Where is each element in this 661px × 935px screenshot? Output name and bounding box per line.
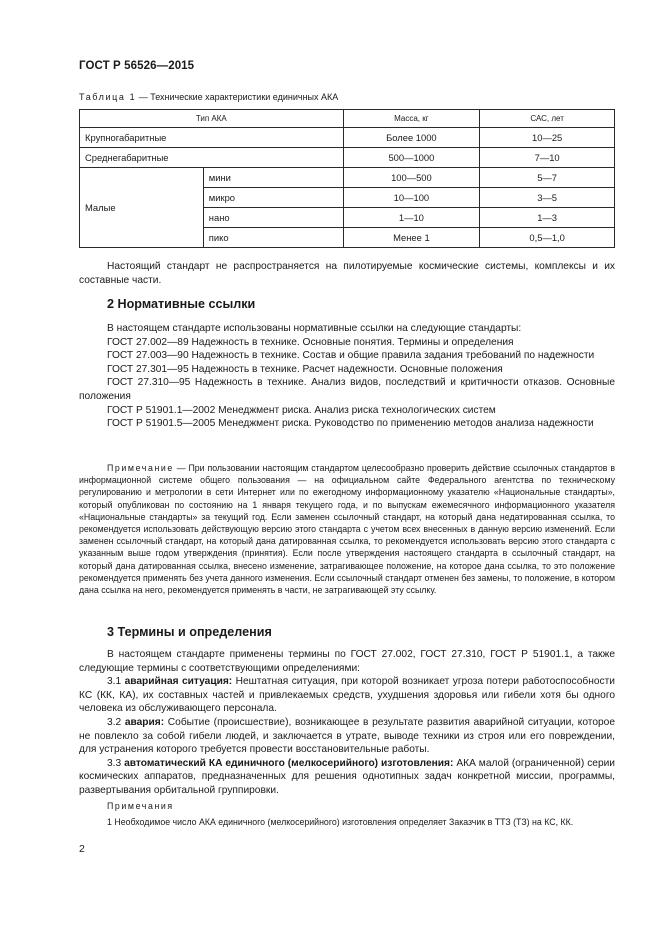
term-definition	[79, 716, 615, 757]
cell-mass: 10—100	[343, 188, 480, 208]
cell-sas: 3—5	[480, 188, 615, 208]
cell-mass: Более 1000	[343, 128, 480, 148]
term-definition	[79, 757, 615, 798]
term-number: 3.3	[107, 757, 125, 769]
note-item: 1 Необходимое число АКА единичного (мелкосерийного) изготовления определяет Заказчик в ТТЗ (ТЗ) на КС, КК.	[107, 817, 574, 828]
note-text: — При пользовании настоящим стандартом целесообразно проверить действие ссылочных стандартов в информационной системе общего пользования — на официальном сайте Федерального агентства по техническому регулированию и метрологии в сети Интернет или по ежегодному информационному указателю «Национальные стандарты», который опубликован по состоянию на 1 января текущего года, и по выпускам ежемесячного информационного указателя «Национальные стандарты» за текущий год. Если заменен ссылочный стандарт, на который дана недатированная ссылка, то рекомендуется использовать действующую версию этого стандарта с учетом всех внесенных в данную версию изменений. Если заменен ссылочный стандарт, на который дана датированная ссылка, то рекомендуется использовать версию этого стандарта с указанным выше годом утверждения (принятия). Если после утверждения настоящего стандарта в ссылочный стандарт, на который дана датированная ссылка, внесено изменение, затрагивающее положение, на которое дана ссылка, то это положение рекомендуется применять без учета данного изменения. Если ссылочный стандарт отменен без замены, то положение, в котором дана ссылка на него, рекомендуется применять в части, не затрагивающей эту ссылку.	[79, 463, 615, 596]
table-row	[80, 148, 615, 168]
cell-sas: 10—25	[480, 128, 615, 148]
cell-mass: 500—1000	[343, 148, 480, 168]
term-text: АКА малой (ограниченной) серии космических аппаратов, предназначенных для решения однотипных задач конкретной миссии, программы, развертывания орбитальной группировки.	[79, 757, 615, 796]
cell-mass: 100—500	[343, 168, 480, 188]
header-mass: Масса, кг	[343, 110, 480, 128]
term-name: автоматический КА единичного (мелкосерийного) изготовления:	[124, 757, 454, 769]
term-name: авария:	[124, 716, 165, 728]
table-caption-text: — Технические характеристики единичных АКА	[136, 92, 339, 102]
cell-sas: 5—7	[480, 168, 615, 188]
section-2-body	[79, 322, 615, 431]
table-caption	[79, 92, 338, 102]
intro-paragraph: Настоящий стандарт не распространяется на пилотируемые космические системы, комплексы и их составные части.	[79, 261, 615, 286]
cell-sas: 1—3	[480, 208, 615, 228]
cell-mass: Менее 1	[343, 228, 480, 248]
document-header: ГОСТ Р 56526—2015	[79, 60, 195, 72]
header-sas: САС, лет	[480, 110, 615, 128]
characteristics-table	[79, 109, 615, 248]
reference-item: ГОСТ 27.003—90 Надежность в технике. Состав и общие правила задания требований по надежности	[107, 350, 595, 362]
term-name: аварийная ситуация:	[124, 676, 233, 688]
cell-subtype: мини	[203, 168, 343, 188]
cell-type: Крупногабаритные	[80, 128, 344, 148]
section-3-title: 3 Термины и определения	[107, 625, 272, 639]
term-number: 3.1	[107, 676, 125, 688]
term-text: Нештатная ситуация, при которой возникает угроза потери работоспособности КС (КК, КА), их составных частей и привлекаемых средств, ухудшения здоровья или гибели хотя бы одного человека из обслуживающего персонала.	[79, 676, 615, 715]
term-definition	[79, 675, 615, 716]
reference-item: ГОСТ Р 51901.1—2002 Менеджмент риска. Анализ риска технологических систем	[107, 404, 496, 416]
page-number: 2	[79, 843, 85, 855]
header-type: Тип АКА	[80, 110, 344, 128]
cell-subtype: нано	[203, 208, 343, 228]
reference-item: ГОСТ 27.310—95 Надежность в технике. Анализ видов, последствий и критичности отказов. Основные положения	[79, 377, 615, 402]
section-2-lead: В настоящем стандарте использованы нормативные ссылки на следующие стандарты:	[107, 323, 522, 334]
term-number: 3.2	[107, 716, 125, 728]
table-row	[80, 128, 615, 148]
reference-item: ГОСТ 27.002—89 Надежность в технике. Основные понятия. Термины и определения	[107, 336, 514, 348]
table-row	[80, 168, 615, 188]
note-paragraph	[79, 462, 615, 596]
notes-label-text: Примечания	[107, 801, 174, 811]
table-caption-label: Таблица 1	[79, 92, 137, 102]
cell-subtype: микро	[203, 188, 343, 208]
reference-item: ГОСТ 27.301—95 Надежность в технике. Расчет надежности. Основные положения	[107, 363, 503, 375]
section-3-notes	[79, 800, 615, 828]
section-3-body	[79, 648, 615, 798]
section-2-title: 2 Нормативные ссылки	[107, 297, 256, 311]
cell-small-label: Малые	[80, 168, 204, 248]
table-header-row	[80, 110, 615, 128]
cell-type: Среднегабаритные	[80, 148, 344, 168]
term-text: Событие (происшествие), возникающее в результате развития аварийной ситуации, которое не повлекло за собой гибели людей, и заключается в утрате, выводе техники из строя или его повреждении, для устранения которого требуется провести восстановительные работы.	[79, 716, 615, 756]
section-3-lead: В настоящем стандарте применены термины по ГОСТ 27.002, ГОСТ 27.310, ГОСТ Р 51901.1, а также следующие термины с соответствующими определениями:	[79, 649, 615, 674]
notes-label	[79, 800, 615, 812]
cell-mass: 1—10	[343, 208, 480, 228]
section-2-note	[79, 462, 615, 596]
note-label: Примечание	[107, 463, 174, 473]
intro-paragraph-block	[79, 260, 615, 287]
cell-sas: 0,5—1,0	[480, 228, 615, 248]
cell-sas: 7—10	[480, 148, 615, 168]
reference-item: ГОСТ Р 51901.5—2005 Менеджмент риска. Руководство по применению методов анализа надежности	[107, 418, 594, 430]
cell-subtype: пико	[203, 228, 343, 248]
